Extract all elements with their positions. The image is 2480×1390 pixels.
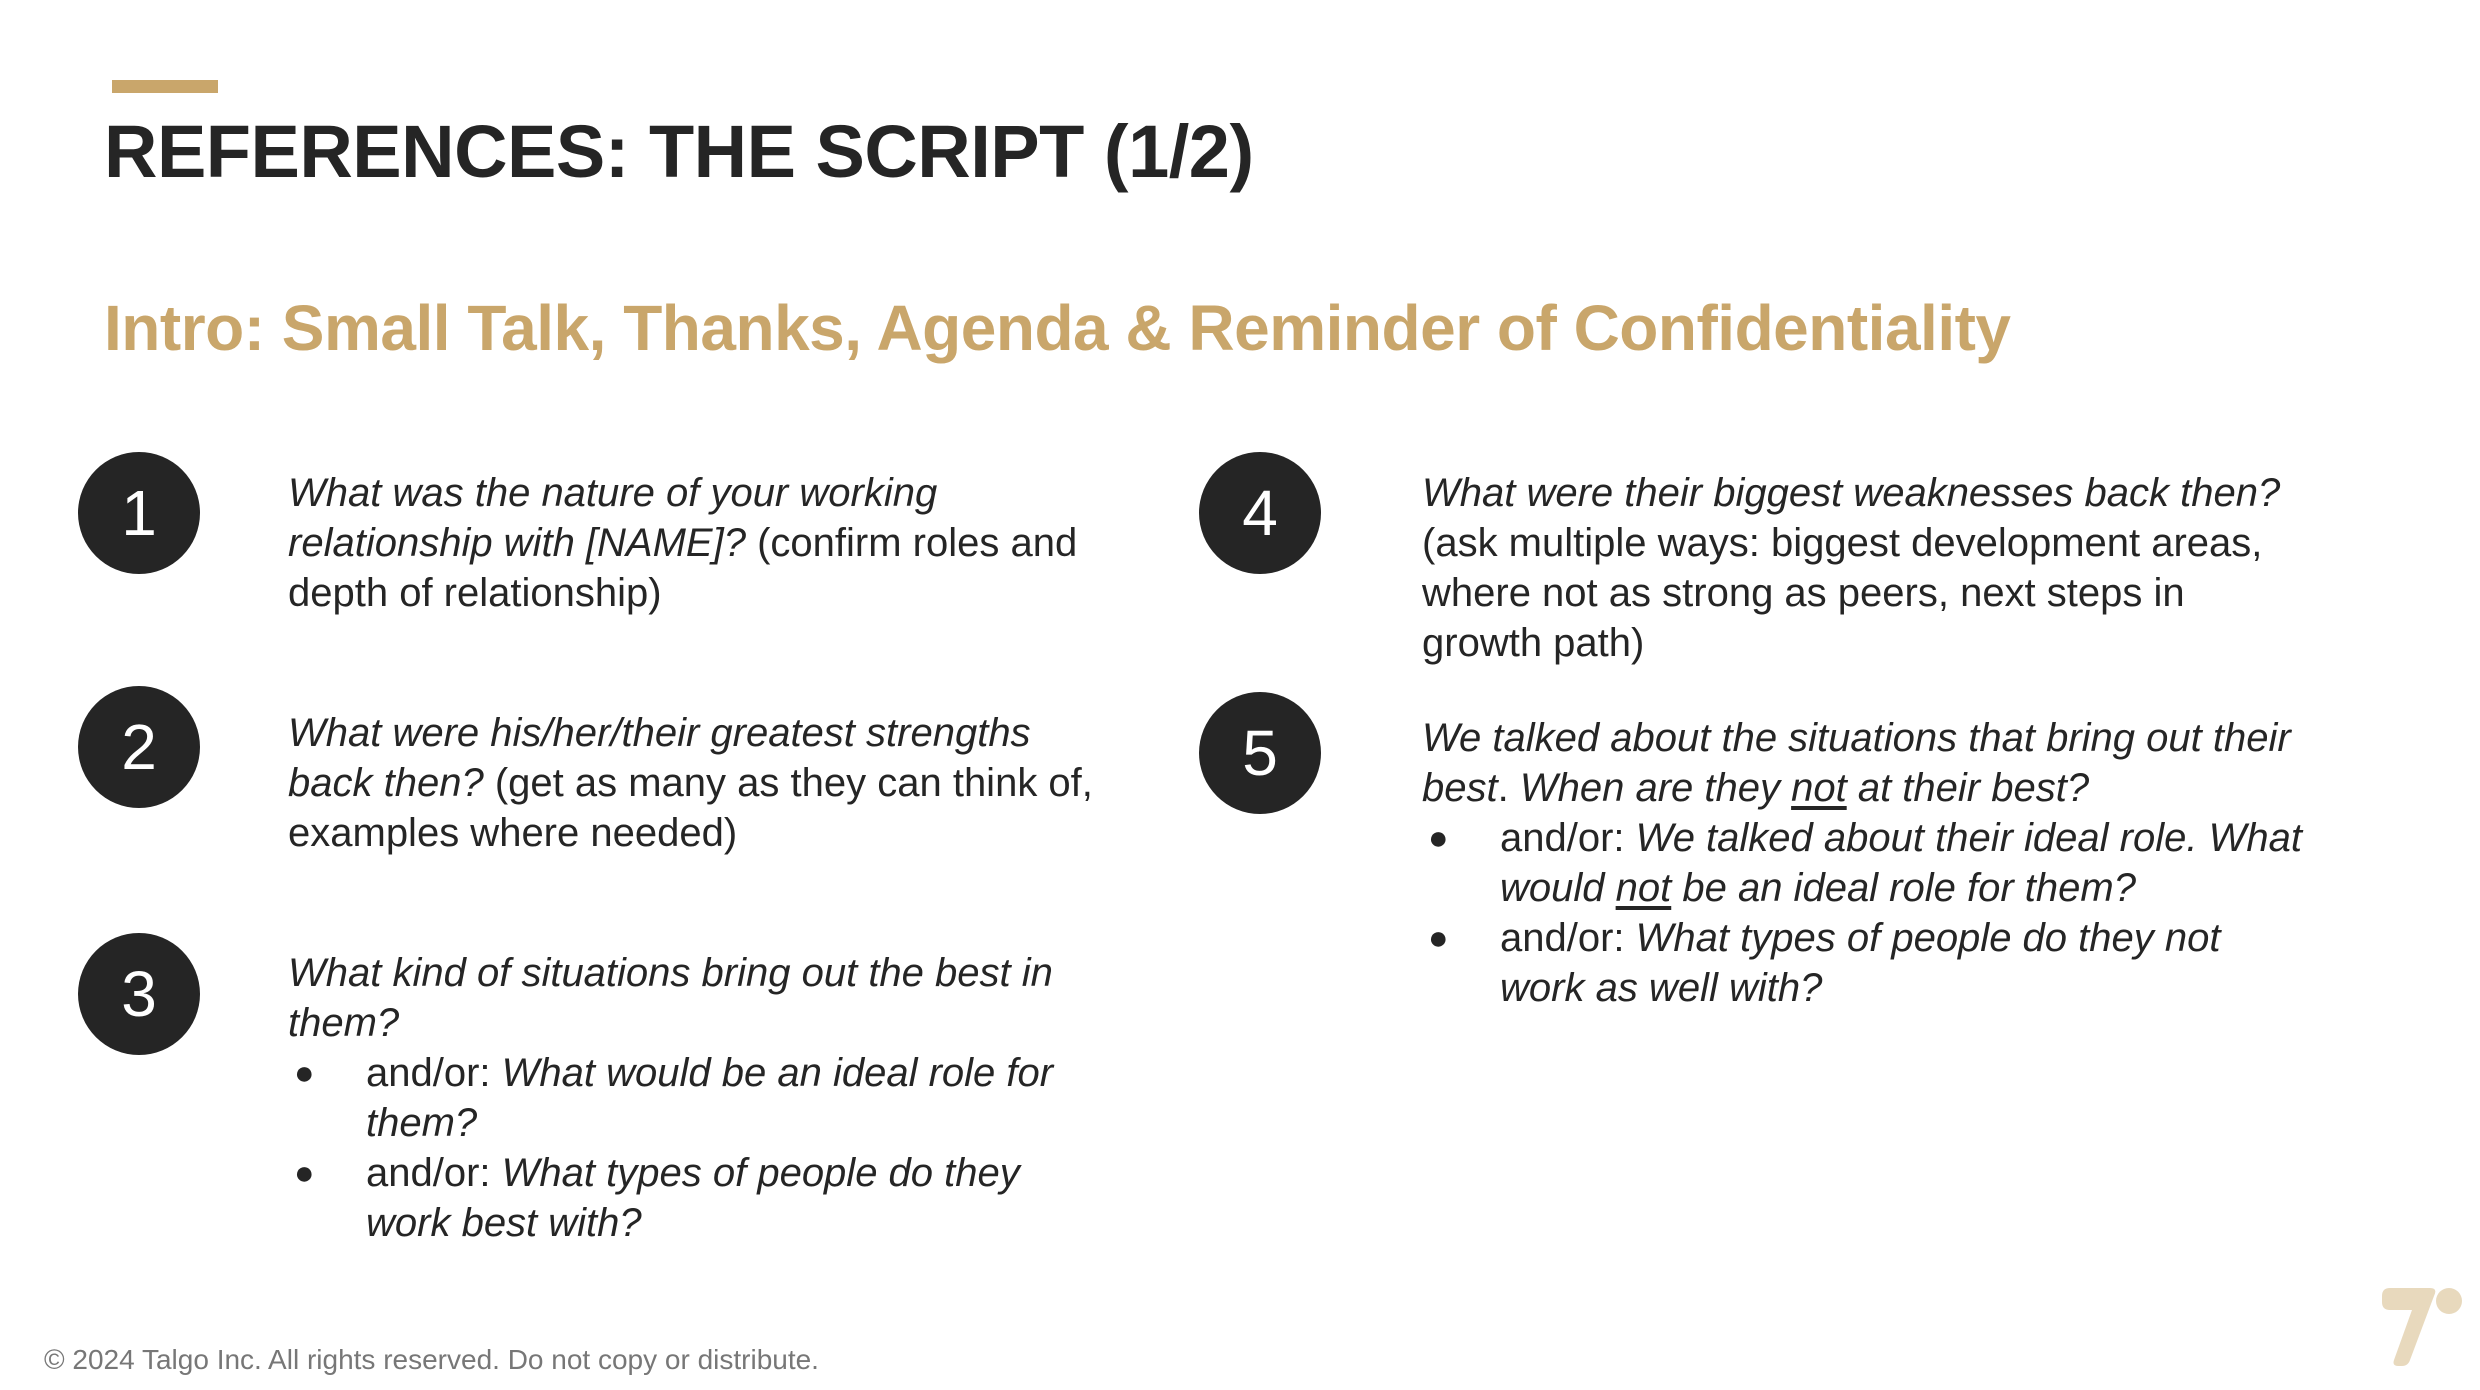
step-4-note: (ask multiple ways: biggest development areas, where not as strong as peers, next steps in growth path): [1422, 521, 2263, 665]
step-3-question: What kind of situations bring out the best in them?: [288, 951, 1053, 1045]
step-2-question: What were his/her/their greatest strengths back then?: [288, 711, 1031, 805]
step-3-bullet-list: [288, 1048, 1108, 1248]
step-4-text: [1422, 468, 2302, 668]
step-1-question: What was the nature of your working relationship with [NAME]?: [288, 471, 938, 565]
step-5-emphasis: not: [1791, 766, 1847, 810]
step-5-bullet-2: ● and/or: What types of people do they not work as well with?: [1422, 913, 2302, 1013]
step-3-bullet-2: ● and/or: What types of people do they work best with?: [288, 1148, 1108, 1248]
step-5-question: We talked about the situations that bring out their best. When are they not at their best?: [1422, 716, 2291, 810]
talgo-logo-icon: [2378, 1280, 2468, 1370]
step-4-question: What were their biggest weaknesses back then?: [1422, 471, 2281, 515]
step-3-number-badge: 3: [78, 933, 200, 1055]
slide-title: REFERENCES: THE SCRIPT (1/2): [104, 110, 1254, 193]
step-5-bullet-1: ● and/or: We talked about their ideal role. What would not be an ideal role for them?: [1422, 813, 2302, 913]
step-1-note: (confirm roles and depth of relationship): [288, 521, 1078, 615]
step-2-number-badge: 2: [78, 686, 200, 808]
step-2-text: [288, 708, 1108, 858]
step-3-text: [288, 948, 1108, 1248]
bullet-dot-icon: ●: [294, 1154, 315, 1192]
slide-subtitle: Intro: Small Talk, Thanks, Agenda & Reminder of Confidentiality: [104, 292, 2011, 364]
step-1-text: [288, 468, 1128, 618]
step-5-number-badge: 5: [1199, 692, 1321, 814]
title-accent-bar: [112, 80, 218, 93]
step-4-number-badge: 4: [1199, 452, 1321, 574]
step-1-number-badge: 1: [78, 452, 200, 574]
bullet-dot-icon: ●: [294, 1054, 315, 1092]
step-5-bullet-list: [1422, 813, 2302, 1013]
step-2-note: (get as many as they can think of, examples where needed): [288, 761, 1093, 855]
step-5-text: [1422, 713, 2302, 1013]
footer-copyright: © 2024 Talgo Inc. All rights reserved. Do not copy or distribute.: [44, 1344, 819, 1375]
step-3-bullet-1: ● and/or: What would be an ideal role for them?: [288, 1048, 1108, 1148]
bullet-dot-icon: ●: [1428, 819, 1449, 857]
bullet-dot-icon: ●: [1428, 919, 1449, 957]
